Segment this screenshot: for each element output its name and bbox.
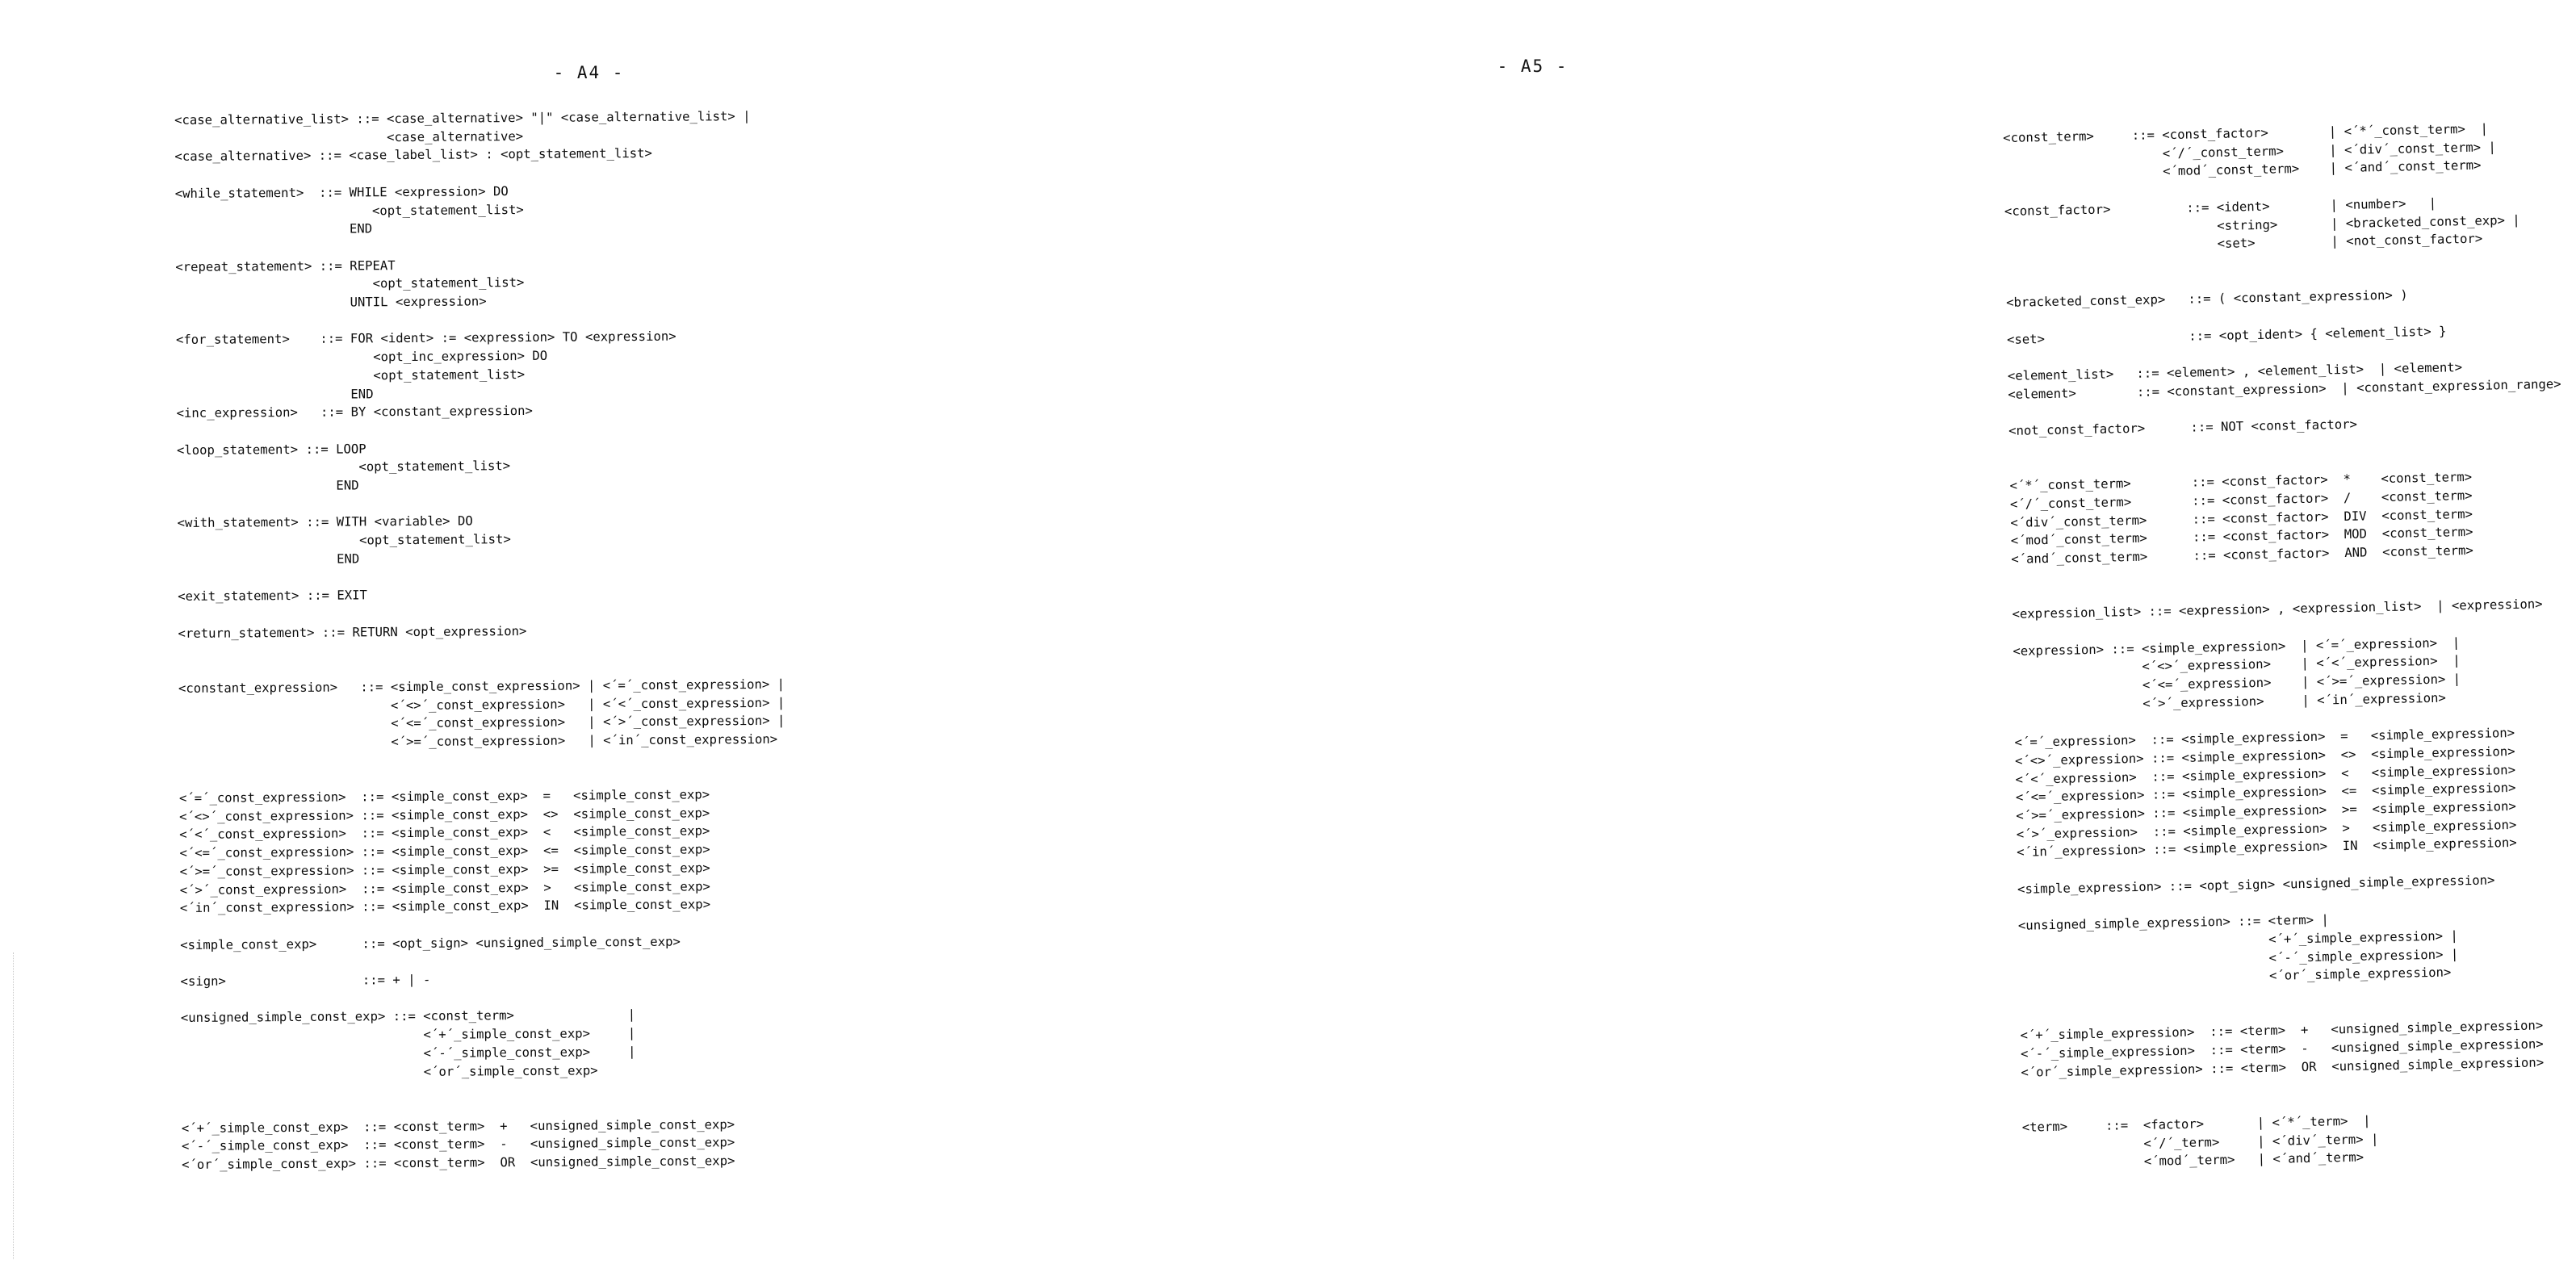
grammar-rules: <const_term> ::= <const_factor> | <´*´_const_term> | <´/´_const_term> | <´div´_const_term> | <´mod´_const_term> | <´and´_const_term> <const_factor> ::= <ident> | <number> | <string> | <bracketed_const_exp> | <set> | <not_const_factor> <bracketed_const_exp> ::= ( <constant_expression> ) <set> ::= <opt_ident> { <element_list> } <element_list> ::= <element> , <element_list> | <element> <element> ::= <constant_expression> | <constant_expression_range> <not_const_factor> ::= NOT <const_factor> <´*´_const_term> ::= <const_factor> * <const_term> <´/´_const_term> ::= <const_factor> / <const_term> <´div´_const_term> ::= <const_factor> DIV <const_term> <´mod´_const_term> ::= <const_factor> MOD <const_term> <´and´_const_term> ::= <const_factor> AND <const_term> <expression_list> ::= <expression> , <expression_list> | <expression> <expression> ::= <simple_expression> | <´=´_expression> | <´<>´_expression> | <´<´_expression> | <´<=´_expression> | <´>=´_expression> | <´>´_expression> | <´in´_expression> <´=´_expression> ::= <simple_expression> = <simple_expression> <´<>´_expression> ::= <simple_expression> <> <simple_expression> <´<´_expression> ::= <simple_expression> < <simple_expression> <´<=´_expression> ::= <simple_expression> <= <simple_expression> <´>=´_expression> ::= <simple_expression> >= <simple_expression> <´>´_expression> ::= <simple_expression> > <simple_expression> <´in´_expression> ::= <simple_expression> IN <simple_expression> <simple_expression> ::= <opt_sign> <unsigned_simple_expression> <unsigned_simple_expression> ::= <term> | <´+´_simple_expression> | <´-´_simple_expression> | <´or´_simple_expression> <´+´_simple_expression> ::= <term> + <unsigned_simple_expression> <´-´_simple_expression> ::= <term> - <unsigned_simple_expression> <´or´_simple_expression> ::= <term> OR <unsigned_simple_expression> <term> ::= <factor> | <´*´_term> | <´/´_term> | <´div´_term> | <´mod´_term> | <´and´_term> [2003,121,2561,1172]
page-number: - A5 - [1497,57,1569,76]
page-a4 [0,0,944,1281]
grammar-rules: <case_alternative_list> ::= <case_alternative> "|" <case_alternative_list> | <case_alternative> <case_alternative> ::= <case_label_list> : <opt_statement_list> <while_statement> ::= WHILE <expression> DO <opt_statement_list> END <repeat_statement> ::= REPEAT <opt_statement_list> UNTIL <expression> <for_statement> ::= FOR <ident> := <expression> TO <expression> <opt_inc_expression> DO <opt_statement_list> END <inc_expression> ::= BY <constant_expression> <loop_statement> ::= LOOP <opt_statement_list> END <with_statement> ::= WITH <variable> DO <opt_statement_list> END <exit_statement> ::= EXIT <return_statement> ::= RETURN <opt_expression> <constant_expression> ::= <simple_const_expression> | <´=´_const_expression> | <´<>´_const_expression> | <´<´_const_expression> | <´<=´_const_expression> | <´>´_const_expression> | <´>=´_const_expression> | <´in´_const_expression> <´=´_const_expression> ::= <simple_const_exp> = <simple_const_exp> <´<>´_const_expression> ::= <simple_const_exp> <> <simple_const_exp> <´<´_const_expression> ::= <simple_const_exp> < <simple_const_exp> <´<=´_const_expression> ::= <simple_const_exp> <= <simple_const_exp> <´>=´_const_expression> ::= <simple_const_exp> >= <simple_const_exp> <´>´_const_expression> ::= <simple_const_exp> > <simple_const_exp> <´in´_const_expression> ::= <simple_const_exp> IN <simple_const_exp> <simple_const_exp> ::= <opt_sign> <unsigned_simple_const_exp> <sign> ::= + | - <unsigned_simple_const_exp> ::= <const_term> | <´+´_simple_const_exp> | <´-´_simple_const_exp> | <´or´_simple_const_exp> <´+´_simple_const_exp> ::= <const_term> + <unsigned_simple_const_exp> <´-´_simple_const_exp> ::= <const_term> - <unsigned_simple_const_exp> <´or´_simple_const_exp> ::= <const_term> OR <unsigned_simple_const_exp> [174,109,785,1173]
page-a5 [944,0,2561,1281]
page-number: - A4 - [553,63,625,82]
scan-edge-marks [13,952,17,1259]
